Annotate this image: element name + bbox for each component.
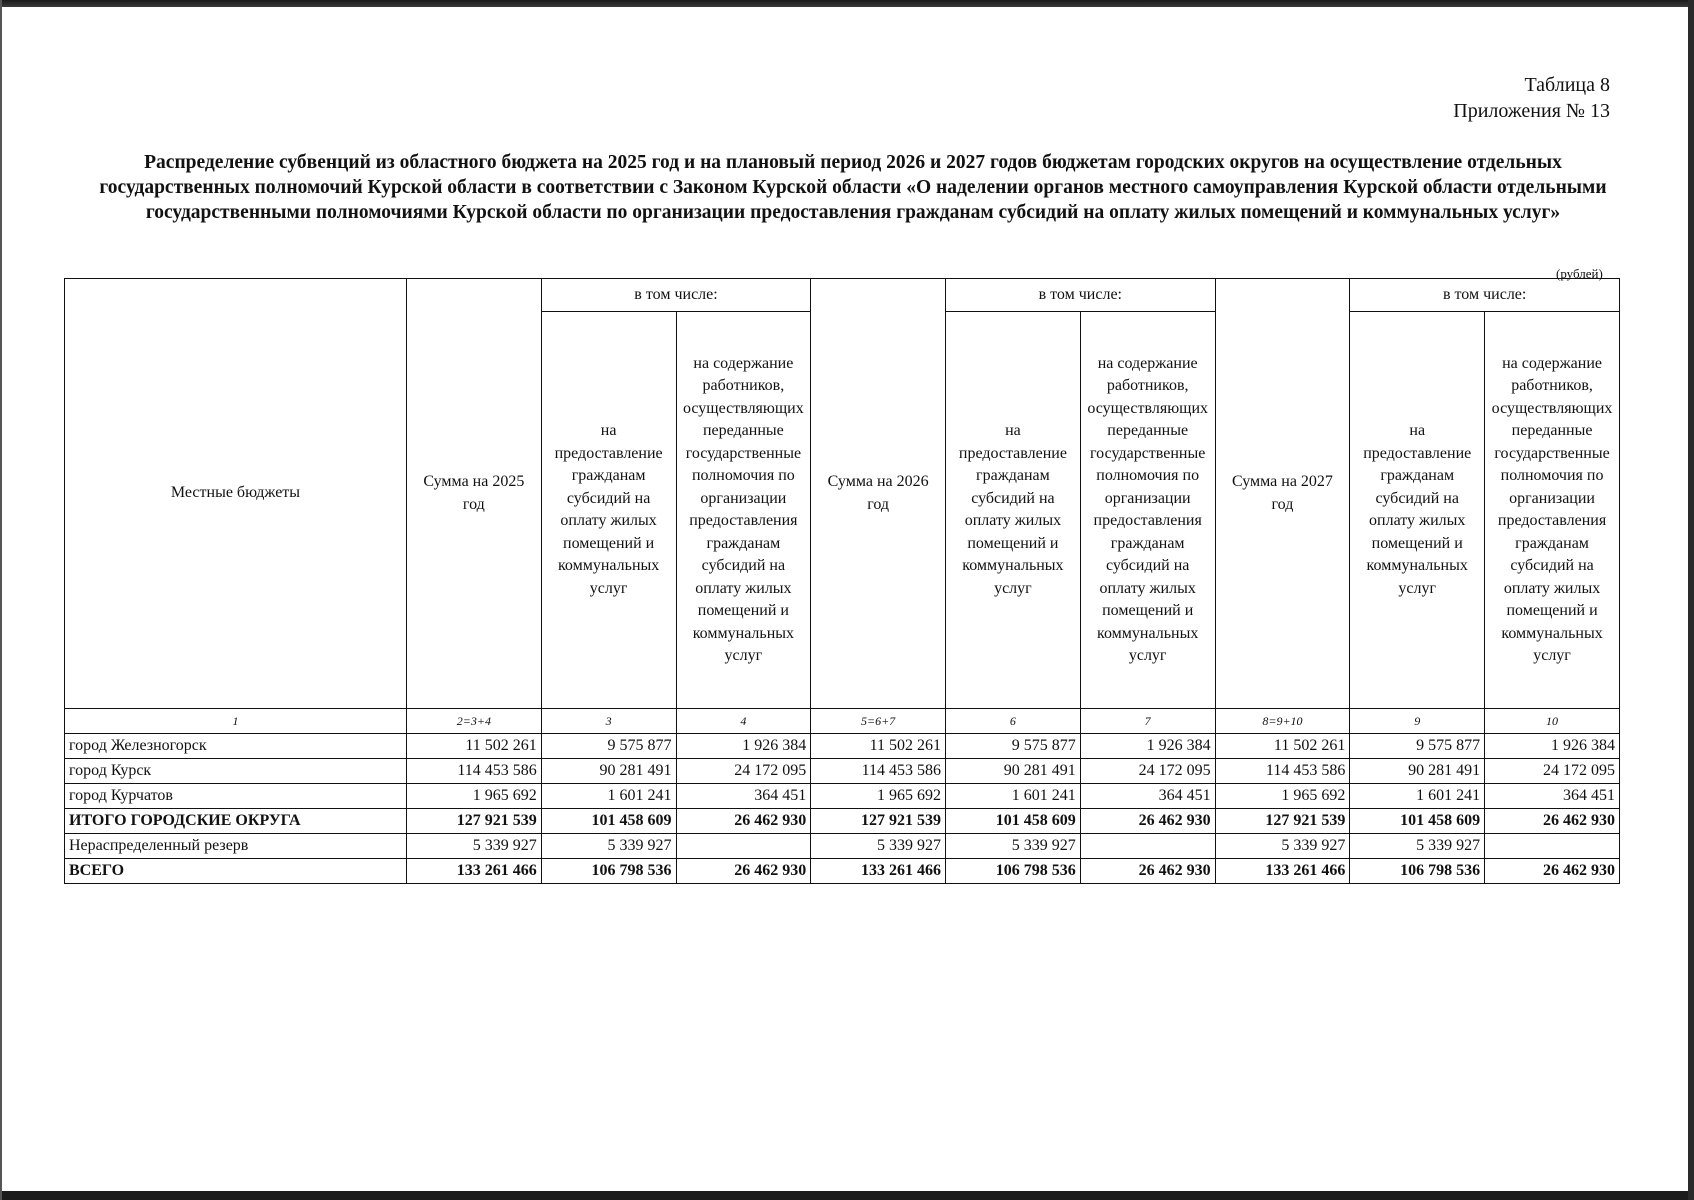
row-name: город Железногорск	[65, 734, 407, 759]
cell-value: 114 453 586	[1215, 759, 1350, 784]
cell-value: 1 601 241	[946, 784, 1081, 809]
cell-value: 106 798 536	[1350, 859, 1485, 884]
column-number: 3	[541, 709, 676, 734]
table-row-zheleznogorsk	[65, 734, 1620, 759]
cell-value: 26 462 930	[1080, 809, 1215, 834]
cell-value: 90 281 491	[946, 759, 1081, 784]
cell-value: 5 339 927	[406, 834, 541, 859]
subvention-table	[64, 278, 1620, 884]
cell-value: 24 172 095	[1080, 759, 1215, 784]
cell-value: 24 172 095	[676, 759, 811, 784]
cell-value: 133 261 466	[811, 859, 946, 884]
row-name: ВСЕГО	[65, 859, 407, 884]
row-name: ИТОГО ГОРОДСКИЕ ОКРУГА	[65, 809, 407, 834]
column-number: 5=6+7	[811, 709, 946, 734]
cell-value: 5 339 927	[541, 834, 676, 859]
cell-value: 11 502 261	[1215, 734, 1350, 759]
header-row-1	[65, 279, 1620, 312]
cell-value	[1080, 834, 1215, 859]
cell-value: 127 921 539	[406, 809, 541, 834]
column-number: 4	[676, 709, 811, 734]
header-sum-2027: Сумма на 2027 год	[1215, 279, 1350, 709]
cell-value: 101 458 609	[541, 809, 676, 834]
cell-value: 5 339 927	[1215, 834, 1350, 859]
row-name: Нераспределенный резерв	[65, 834, 407, 859]
cell-value: 133 261 466	[1215, 859, 1350, 884]
cell-value: 26 462 930	[1485, 859, 1620, 884]
cell-value: 1 601 241	[541, 784, 676, 809]
cell-value	[1485, 834, 1620, 859]
cell-value: 9 575 877	[946, 734, 1081, 759]
header-staff-2027: на содержание работников, осуществляющих переданные государственные полномочия по организации предоставления гражданам субсидий на оплату жилых помещений и коммунальных услуг	[1485, 312, 1620, 709]
header-provision-2027: на предоставление гражданам субсидий на оплату жилых помещений и коммунальных услуг	[1350, 312, 1485, 709]
cell-value: 1 965 692	[811, 784, 946, 809]
cell-value: 101 458 609	[1350, 809, 1485, 834]
cell-value: 11 502 261	[406, 734, 541, 759]
table-row-unallocated-reserve	[65, 834, 1620, 859]
column-number: 10	[1485, 709, 1620, 734]
column-number: 1	[65, 709, 407, 734]
scan-edge-bottom	[0, 1191, 1694, 1200]
units-label: (рублей)	[1556, 266, 1603, 281]
cell-value: 1 601 241	[1350, 784, 1485, 809]
cell-value: 26 462 930	[676, 809, 811, 834]
header-provision-2025: на предоставление гражданам субсидий на оплату жилых помещений и коммунальных услуг	[541, 312, 676, 709]
table-row-kurchatov	[65, 784, 1620, 809]
cell-value: 1 926 384	[676, 734, 811, 759]
scan-edge-top	[0, 0, 1694, 7]
cell-value: 106 798 536	[946, 859, 1081, 884]
table-row-total-city-districts	[65, 809, 1620, 834]
cell-value: 9 575 877	[541, 734, 676, 759]
document-title: Распределение субвенций из областного бюджета на 2025 год и на плановый период 2026 и 2027 годов бюджетам городских округов на осуществление отдельных государственных полномочий Курской области в соответствии с Законом Курской области «О наделении органов местного самоуправления Курской области отдельными государственными полномочиями Курской области по организации предоставления гражданам субсидий на оплату жилых помещений и коммунальных услуг»	[99, 152, 1607, 223]
cell-value: 9 575 877	[1350, 734, 1485, 759]
table-number-label: Таблица 8	[1524, 74, 1610, 96]
cell-value: 5 339 927	[1350, 834, 1485, 859]
cell-value: 5 339 927	[811, 834, 946, 859]
header-including-2025: в том числе:	[541, 279, 811, 312]
cell-value: 26 462 930	[1485, 809, 1620, 834]
table-row-kursk	[65, 759, 1620, 784]
cell-value: 127 921 539	[811, 809, 946, 834]
row-name: город Курчатов	[65, 784, 407, 809]
cell-value: 90 281 491	[1350, 759, 1485, 784]
cell-value: 11 502 261	[811, 734, 946, 759]
column-numbers-row	[65, 709, 1620, 734]
header-staff-2026: на содержание работников, осуществляющих переданные государственные полномочия по организации предоставления гражданам субсидий на оплату жилых помещений и коммунальных услуг	[1080, 312, 1215, 709]
row-name: город Курск	[65, 759, 407, 784]
header-sum-2026: Сумма на 2026 год	[811, 279, 946, 709]
header-local-budgets: Местные бюджеты	[65, 279, 407, 709]
cell-value: 5 339 927	[946, 834, 1081, 859]
cell-value: 127 921 539	[1215, 809, 1350, 834]
cell-value: 101 458 609	[946, 809, 1081, 834]
scan-edge-left	[0, 0, 2, 1200]
cell-value: 26 462 930	[1080, 859, 1215, 884]
cell-value: 24 172 095	[1485, 759, 1620, 784]
column-number: 9	[1350, 709, 1485, 734]
column-number: 8=9+10	[1215, 709, 1350, 734]
header-including-2026: в том числе:	[946, 279, 1216, 312]
header-provision-2026: на предоставление гражданам субсидий на оплату жилых помещений и коммунальных услуг	[946, 312, 1081, 709]
column-number: 2=3+4	[406, 709, 541, 734]
header-sum-2025: Сумма на 2025 год	[406, 279, 541, 709]
appendix-label: Приложения № 13	[1453, 100, 1610, 122]
cell-value: 114 453 586	[406, 759, 541, 784]
cell-value: 1 965 692	[1215, 784, 1350, 809]
column-number: 6	[946, 709, 1081, 734]
cell-value: 364 451	[1080, 784, 1215, 809]
cell-value: 26 462 930	[676, 859, 811, 884]
header-including-2027: в том числе:	[1350, 279, 1620, 312]
table-row-grand-total	[65, 859, 1620, 884]
cell-value: 106 798 536	[541, 859, 676, 884]
column-number: 7	[1080, 709, 1215, 734]
document-reference	[1453, 72, 1610, 124]
cell-value: 364 451	[676, 784, 811, 809]
cell-value: 114 453 586	[811, 759, 946, 784]
cell-value	[676, 834, 811, 859]
cell-value: 1 926 384	[1485, 734, 1620, 759]
cell-value: 364 451	[1485, 784, 1620, 809]
cell-value: 1 965 692	[406, 784, 541, 809]
cell-value: 90 281 491	[541, 759, 676, 784]
header-staff-2025: на содержание работников, осуществляющих переданные государственные полномочия по организации предоставления гражданам субсидий на оплату жилых помещений и коммунальных услуг	[676, 312, 811, 709]
scan-edge-right	[1688, 0, 1694, 1200]
cell-value: 1 926 384	[1080, 734, 1215, 759]
cell-value: 133 261 466	[406, 859, 541, 884]
